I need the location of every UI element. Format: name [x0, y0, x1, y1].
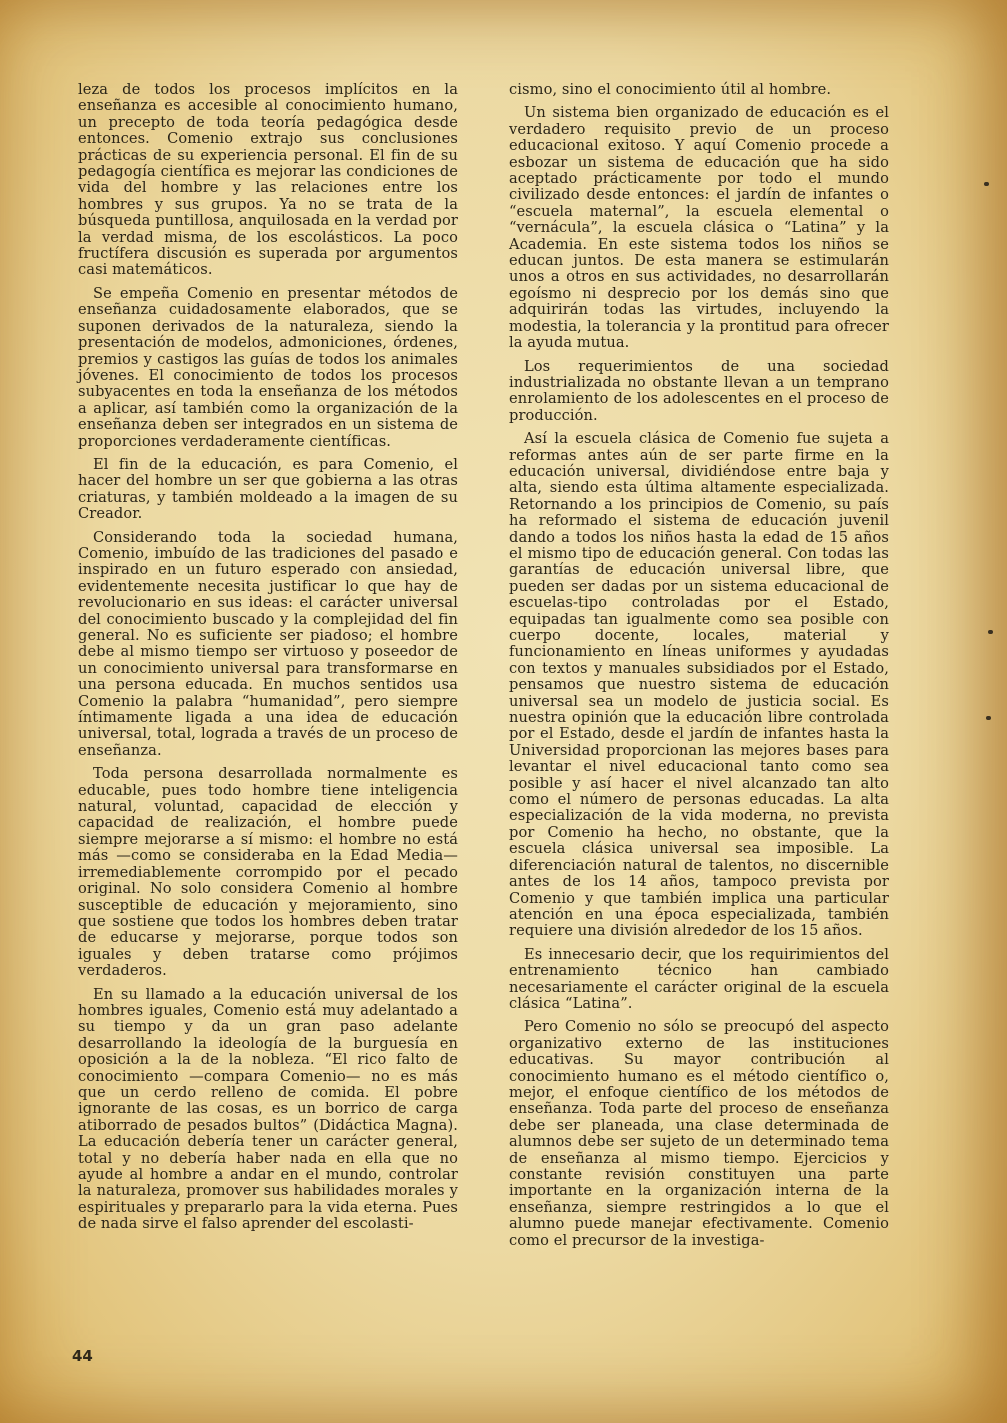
paragraph: Es innecesario decir, que los requirimientos del entrenamiento técnico han cambiado necesariamente el carácter original de la escuela clásica “Latina”.	[509, 945, 889, 1012]
paragraph: Se empeña Comenio en presentar métodos de enseñanza cuidadosamente elaborados, que se suponen derivados de la naturaleza, siendo la presentación de modelos, admoniciones, órdenes, premios y castigos las guías de todos los animales jóvenes. El conocimiento de todos los procesos subyacentes en toda la enseñanza de los métodos a aplicar, así también como la organización de la enseñanza deben ser integrados en un sistema de proporciones verdaderamente científicas.	[78, 284, 458, 450]
paragraph: leza de todos los procesos implícitos en la enseñanza es accesible al conocimiento humano, un precepto de toda teoría pedagógica desde entonces. Comenio extrajo sus conclusiones prácticas de su experiencia personal. El fin de su pedagogía científica es mejorar las condiciones de vida del hombre y las relaciones entre los hombres y sus grupos. Ya no se trata de la búsqueda puntillosa, anquilosada en la verdad por la verdad misma, de los escolásticos. La poco fructífera discusión es superada por argumentos casi matemáticos.	[78, 81, 458, 279]
right-text-column	[509, 82, 889, 1256]
ink-speck	[984, 182, 989, 186]
left-text-column	[78, 82, 458, 1240]
paragraph: En su llamado a la educación universal de los hombres iguales, Comenio está muy adelantado a su tiempo y da un gran paso adelante desarrollando la ideología de la burguesía en oposición a la de la nobleza. “El rico falto de conocimiento —compara Comenio— no es más que un cerdo relleno de comida. El pobre ignorante de las cosas, es un borrico de carga atiborrado de pesados bultos” (Didáctica Magna). La educación debería tener un carácter general, total y no debería haber nada en ella que no ayude al hombre a andar en el mundo, controlar la naturaleza, promover sus habilidades morales y espirituales y prepararlo para la vida eterna. Pues de nada sirve el falso aprender del escolasti-	[78, 985, 458, 1233]
paragraph: Pero Comenio no sólo se preocupó del aspecto organizativo externo de las instituciones educativas. Su mayor contribución al conocimiento humano es el método científico o, mejor, el enfoque científico de los métodos de enseñanza. Toda parte del proceso de enseñanza debe ser planeada, una clase determinada de alumnos debe ser sujeto de un determinado tema de enseñanza al mismo tiempo. Ejercicios y constante revisión constituyen una parte importante en la organización interna de la enseñanza, siempre restringidos a lo que el alumno puede manejar efectivamente. Comenio como el precursor de la investiga-	[509, 1018, 889, 1249]
page-number: 44	[72, 1347, 93, 1365]
paragraph: Considerando toda la sociedad humana, Comenio, imbuído de las tradiciones del pasado e inspirado en un futuro esperado con ansiedad, evidentemente necesita justificar lo que hay de revolucionario en sus ideas: el carácter universal del conocimiento buscado y la complejidad del fin general. No es suficiente ser piadoso; el hombre debe al mismo tiempo ser virtuoso y poseedor de un conocimiento universal para transformarse en una persona educada. En muchos sentidos usa Comenio la palabra “humanidad”, pero siempre íntimamente ligada a una idea de educación universal, total, lograda a través de un proceso de enseñanza.	[78, 528, 458, 759]
paragraph: Los requerimientos de una sociedad industrializada no obstante llevan a un temprano enrolamiento de los adolescentes en el proceso de producción.	[509, 357, 889, 424]
paragraph: El fin de la educación, es para Comenio, el hacer del hombre un ser que gobierna a las otras criaturas, y también moldeado a la imagen de su Creador.	[78, 455, 458, 523]
paragraph: Así la escuela clásica de Comenio fue sujeta a reformas antes aún de ser parte firme en la educación universal, dividiéndose entre baja y alta, siendo esta última altamente especializada. Retornando a los principios de Comenio, su país ha reformado el sistema de educación juvenil dando a todos los niños hasta la edad de 15 años el mismo tipo de educación general. Con todas las garantías de educación universal libre, que pueden ser dadas por un sistema educacional de escuelas-tipo controladas por el Estado, equipadas tan igualmente como sea posible con cuerpo docente, locales, material y funcionamiento en líneas uniformes y ayudadas con textos y manuales subsidiados por el Estado, pensamos que nuestro sistema de educación universal sea un modelo de justicia social. Es nuestra opinión que la educación libre controlada por el Estado, desde el jardín de infantes hasta la Universidad proporcionan las mejores bases para levantar el nivel educacional tanto como sea posible y así hacer el nivel alcanzado tan alto como el número de personas educadas. La alta especialización de la vida moderna, no prevista por Comenio ha hecho, no obstante, que la escuela clásica universal sea imposible. La diferenciación natural de talentos, no discernible antes de los 14 años, tampoco prevista por Comenio y que también implica una particular atención en una época especializada, también requiere una división alrededor de los 15 años.	[509, 430, 889, 940]
paragraph: cismo, sino el conocimiento útil al hombre.	[509, 81, 832, 98]
ink-speck	[986, 716, 991, 720]
paragraph: Un sistema bien organizado de educación es el verdadero requisito previo de un proceso educacional exitoso. Y aquí Comenio procede a esbozar un sistema de educación que ha sido aceptado prácticamente por todo el mundo civilizado desde entonces: el jardín de infantes o “escuela maternal”, la escuela elemental o “vernácula”, la escuela clásica o “Latina” y la Academia. En este sistema todos los niños se educan juntos. De esta manera se estimularán unos a otros en sus actividades, no desarrollarán egoísmo ni desprecio por los demás sino que adquirirán todas las virtudes, incluyendo la modestia, la tolerancia y la prontitud para ofrecer la ayuda mutua.	[509, 104, 889, 352]
ink-speck	[988, 630, 993, 634]
paragraph: Toda persona desarrollada normalmente es educable, pues todo hombre tiene inteligencia natural, voluntad, capacidad de elección y capacidad de realización, el hombre puede siempre mejorarse a sí mismo: el hombre no está más —como se consideraba en la Edad Media— irremediablemente corrompido por el pecado original. No solo considera Comenio al hombre susceptible de educación y mejoramiento, sino que sostiene que todos los hombres deben tratar de educarse y mejorarse, porque todos son iguales y deben tratarse como prójimos verdaderos.	[78, 765, 458, 980]
